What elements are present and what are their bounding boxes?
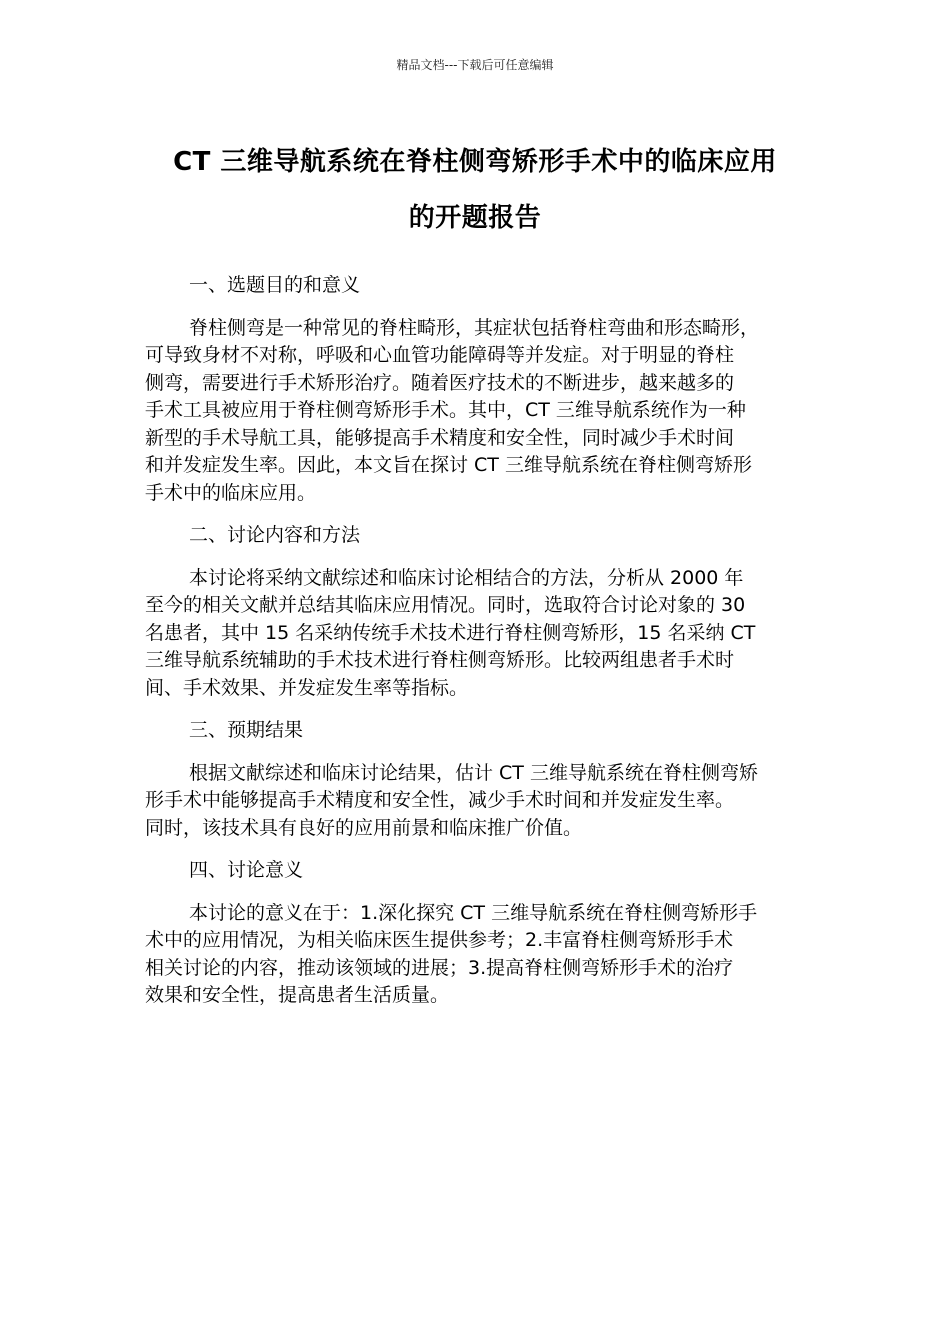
document-title <box>120 134 830 246</box>
paragraph-line: 可导致身材不对称，呼吸和心血管功能障碍等并发症。对于明显的脊柱 <box>145 344 735 366</box>
paragraph-line: 根据文献综述和临床讨论结果，估计 CT 三维导航系统在脊柱侧弯矫 <box>189 761 758 784</box>
paragraph-line: 同时，该技术具有良好的应用前景和临床推广价值。 <box>145 816 583 839</box>
paragraph-line: 相关讨论的内容，推动该领域的进展；3.提高脊柱侧弯矫形手术的治疗 <box>145 956 734 979</box>
section-paragraph-expected-results <box>145 760 810 843</box>
paragraph-line: 术中的应用情况，为相关临床医生提供参考；2.丰富脊柱侧弯矫形手术 <box>145 929 734 951</box>
section-paragraph-methods <box>145 565 810 703</box>
paragraph-line: 手术工具被应用于脊柱侧弯矫形手术。其中，CT 三维导航系统作为一种 <box>145 399 746 421</box>
document-body <box>145 272 810 1025</box>
section-heading-expected-results: 三、预期结果 <box>189 719 304 741</box>
section-heading-significance: 四、讨论意义 <box>189 859 304 881</box>
page-header: 精品文档---下载后可任意编辑 <box>396 58 554 72</box>
paragraph-line: 新型的手术导航工具，能够提高手术精度和安全性，同时减少手术时间 <box>145 426 735 449</box>
paragraph-line: 至今的相关文献并总结其临床应用情况。同时，选取符合讨论对象的 30 <box>145 594 746 616</box>
title-line-2: 的开题报告 <box>408 203 542 233</box>
paragraph-line: 名患者，其中 15 名采纳传统手术技术进行脊柱侧弯矫形，15 名采纳 CT <box>145 621 756 644</box>
paragraph-line: 间、手术效果、并发症发生率等指标。 <box>145 676 469 699</box>
title-line-1: CT 三维导航系统在脊柱侧弯矫形手术中的临床应用 <box>173 147 777 177</box>
section-paragraph-significance <box>145 900 810 1010</box>
paragraph-line: 手术中的临床应用。 <box>145 481 317 504</box>
section-heading-purpose: 一、选题目的和意义 <box>189 274 361 296</box>
paragraph-line: 侧弯，需要进行手术矫形治疗。随着医疗技术的不断进步，越来越多的 <box>145 371 735 394</box>
paragraph-line: 本讨论的意义在于：1.深化探究 CT 三维导航系统在脊柱侧弯矫形手 <box>189 901 758 924</box>
section-heading-methods: 二、讨论内容和方法 <box>189 524 361 546</box>
paragraph-line: 效果和安全性，提高患者生活质量。 <box>145 984 450 1006</box>
paragraph-line: 三维导航系统辅助的手术技术进行脊柱侧弯矫形。比较两组患者手术时 <box>145 649 735 671</box>
paragraph-line: 脊柱侧弯是一种常见的脊柱畸形，其症状包括脊柱弯曲和形态畸形， <box>189 316 760 339</box>
paragraph-line: 形手术中能够提高手术精度和安全性，减少手术时间和并发症发生率。 <box>145 789 735 811</box>
paragraph-line: 本讨论将采纳文献综述和临床讨论相结合的方法，分析从 2000 年 <box>189 566 744 589</box>
paragraph-line: 和并发症发生率。因此，本文旨在探讨 CT 三维导航系统在脊柱侧弯矫形 <box>145 454 752 476</box>
section-paragraph-purpose <box>145 315 810 508</box>
